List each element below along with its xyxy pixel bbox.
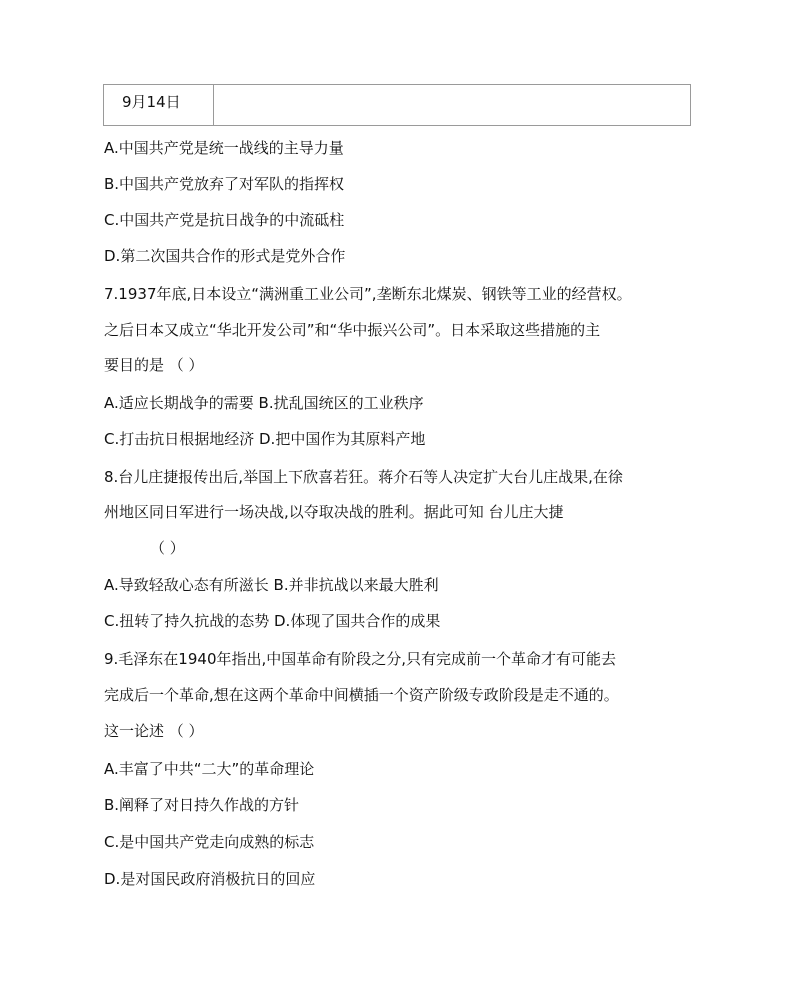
- q7-stem-line-2: 之后日本又成立“华北开发公司”和“华中振兴公司”。日本采取这些措施的主: [104, 321, 601, 339]
- q6-option-b: B.中国共产党放弃了对军队的指挥权: [104, 175, 345, 193]
- q7-options-row-2: C.打击抗日根据地经济 D.把中国作为其原料产地: [104, 430, 426, 448]
- q8-stem-line-2: 州地区同日军进行一场决战,以夺取决战的胜利。据此可知 台儿庄大捷: [104, 503, 564, 521]
- q9-option-a: A.丰富了中共“二大”的革命理论: [104, 760, 315, 778]
- q8-options-row-2: C.扭转了持久抗战的态势 D.体现了国共合作的成果: [104, 612, 441, 630]
- q9-option-d: D.是对国民政府消极抗日的回应: [104, 870, 316, 888]
- q6-option-c: C.中国共产党是抗日战争的中流砥柱: [104, 211, 345, 229]
- q8-stem-line-3: （ ）: [150, 539, 185, 557]
- q7-stem-line-3: 要目的是 （ ）: [104, 356, 204, 374]
- q8-options-row-1: A.导致轻敌心态有所滋长 B.并非抗战以来最大胜利: [104, 576, 439, 594]
- q6-option-a: A.中国共产党是统一战线的主导力量: [104, 139, 344, 157]
- q9-option-c: C.是中国共产党走向成熟的标志: [104, 833, 315, 851]
- table-content-cell: [214, 85, 690, 125]
- q9-stem-line-2: 完成后一个革命,想在这两个革命中间横插一个资产阶级专政阶段是走不通的。: [104, 686, 619, 704]
- q9-stem-line-1: 9.毛泽东在1940年指出,中国革命有阶段之分,只有完成前一个革命才有可能去: [104, 650, 617, 668]
- q7-stem-line-1: 7.1937年底,日本设立“满洲重工业公司”,垄断东北煤炭、钢铁等工业的经营权。: [104, 285, 632, 303]
- q6-option-d: D.第二次国共合作的形式是党外合作: [104, 247, 346, 265]
- q7-options-row-1: A.适应长期战争的需要 B.扰乱国统区的工业秩序: [104, 394, 424, 412]
- q9-option-b: B.阐释了对日持久作战的方针: [104, 796, 300, 814]
- schedule-table: [103, 84, 691, 126]
- table-date-cell: 9月14日: [104, 85, 214, 125]
- q9-stem-line-3: 这一论述 （ ）: [104, 722, 204, 740]
- q8-stem-line-1: 8.台儿庄捷报传出后,举国上下欣喜若狂。蒋介石等人决定扩大台儿庄战果,在徐: [104, 468, 623, 486]
